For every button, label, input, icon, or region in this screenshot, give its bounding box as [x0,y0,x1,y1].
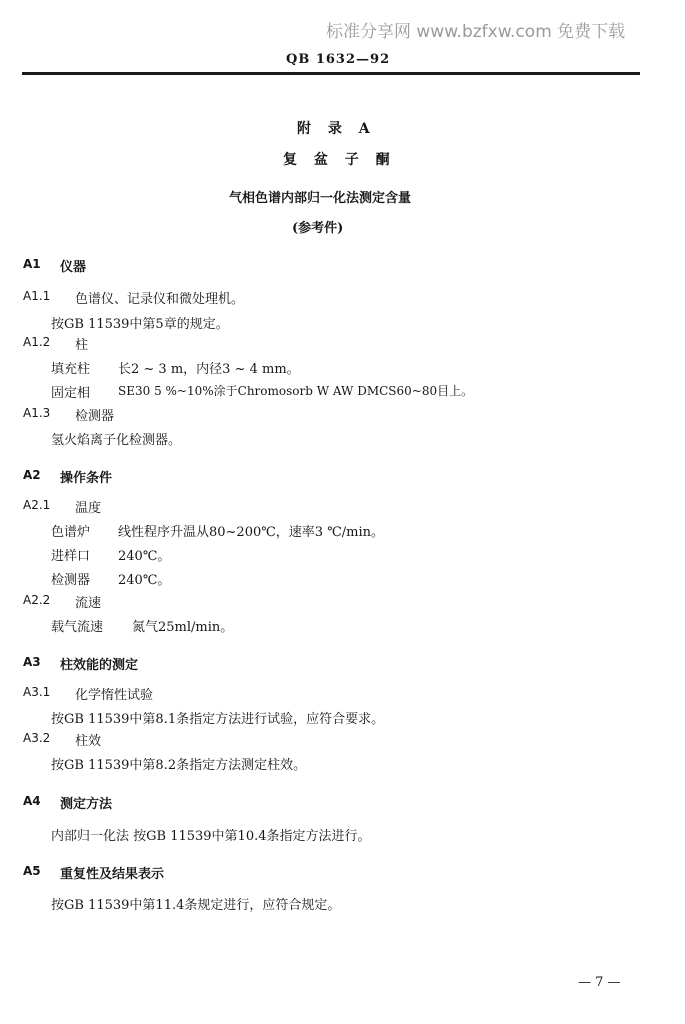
section-a5-number: A5 [23,864,41,878]
section-a4-text: 内部归一化法 按GB 11539中第10.4条指定方法进行。 [51,829,371,844]
section-a3-2-title: 柱效 [75,734,102,749]
section-a2-1-title: 温度 [75,501,102,516]
section-a3-1-title: 化学惰性试验 [75,688,154,703]
watermark: 标准分享网 www.bzfxw.com 免费下载 [326,22,626,42]
carrier-gas-text: 氮气25ml/min。 [132,620,234,635]
section-a2-2-title: 流速 [75,596,102,611]
column-fill-text: 长2 ~ 3 m，内径3 ~ 4 mm。 [118,362,300,377]
section-a3-title: 柱效能的测定 [60,658,139,673]
stationary-phase-label: 固定相 [51,386,91,401]
section-a1-3-number: A1.3 [23,406,51,420]
carrier-gas-label: 载气流速 [51,620,104,635]
section-a1-3-text: 氢火焰离子化检测器。 [51,433,182,448]
standard-number: QB 1632—92 [286,52,391,67]
section-a1-2-title: 柱 [75,338,89,353]
section-a1-number: A1 [23,257,41,271]
detector-text: 240℃。 [118,573,171,588]
header-rule [22,72,640,75]
page-number: — 7 — [578,975,621,990]
section-a4-number: A4 [23,794,41,808]
section-a3-number: A3 [23,655,41,669]
section-a1-title: 仪器 [60,260,87,275]
oven-text: 线性程序升温从80~200℃，速率3 ℃/min。 [118,525,384,540]
section-a2-title: 操作条件 [60,471,113,486]
oven-label: 色谱炉 [51,525,91,540]
section-a4-title: 测定方法 [60,797,113,812]
inlet-text: 240℃。 [118,549,171,564]
section-a2-2-number: A2.2 [23,593,51,607]
column-fill-label: 填充柱 [51,362,91,377]
detector-label: 检测器 [51,573,91,588]
appendix-name: 复 盆 子 酮 [283,152,396,168]
section-a5-text: 按GB 11539中第11.4条规定进行，应符合规定。 [51,898,341,913]
section-a1-1-text: 按GB 11539中第5章的规定。 [51,317,229,332]
section-a3-2-number: A3.2 [23,731,51,745]
section-a2-number: A2 [23,468,41,482]
section-a5-title: 重复性及结果表示 [60,867,165,882]
appendix-label: 附 录 A [297,121,376,137]
appendix-title: 气相色谱内部归一化法测定含量 [229,191,412,206]
section-a3-2-text: 按GB 11539中第8.2条指定方法测定柱效。 [51,758,307,773]
appendix-note: (参考件) [292,221,344,236]
section-a1-2-number: A1.2 [23,335,51,349]
section-a1-1-number: A1.1 [23,289,51,303]
stationary-phase-text: SE30 5 %~10%涂于Chromosorb W AW DMCS60~80目上。 [118,384,474,398]
section-a1-1-title: 色谱仪、记录仪和微处理机。 [75,292,245,307]
section-a2-1-number: A2.1 [23,498,51,512]
section-a1-3-title: 检测器 [75,409,115,424]
section-a3-1-text: 按GB 11539中第8.1条指定方法进行试验，应符合要求。 [51,712,385,727]
inlet-label: 进样口 [51,549,91,564]
section-a3-1-number: A3.1 [23,685,51,699]
